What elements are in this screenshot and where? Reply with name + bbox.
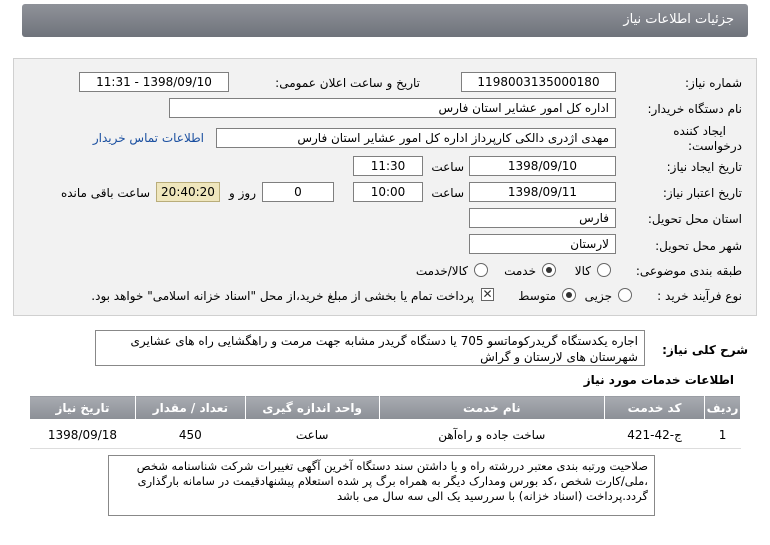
col-row-number: ردیف <box>705 396 741 420</box>
province-label: استان محل تحویل: <box>647 212 742 226</box>
announce-field[interactable]: 1398/09/10 - 11:31 <box>79 72 229 92</box>
created-time-label: ساعت <box>431 160 464 174</box>
process-label: نوع فرآیند خرید : <box>657 289 742 303</box>
services-title: اطلاعات خدمات مورد نیاز <box>583 373 734 387</box>
col-service-name: نام خدمت <box>379 396 605 420</box>
remaining-time-field: 20:40:20 <box>156 182 220 202</box>
treasury-checkbox[interactable]: ✕ <box>482 287 493 301</box>
radio-goods-label: کالا <box>574 264 591 278</box>
cell-service-name: ساخت جاده و راه‌آهن <box>379 423 605 449</box>
radio-goods-service[interactable] <box>474 263 488 277</box>
city-label: شهر محل تحویل: <box>655 239 742 253</box>
radio-medium[interactable] <box>562 288 576 302</box>
radio-service-label: خدمت <box>504 264 536 278</box>
remaining-label: ساعت باقی مانده <box>60 186 150 200</box>
city-field[interactable]: لارستان <box>469 234 616 254</box>
cell-need-date: 1398/09/18 <box>30 423 136 449</box>
days-label: روز و <box>229 186 256 200</box>
col-unit: واحد اندازه گیری <box>245 396 379 420</box>
buyer-contact-link[interactable]: اطلاعات تماس خریدار <box>92 131 204 145</box>
valid-time-label: ساعت <box>431 186 464 200</box>
creator-field[interactable]: مهدی اژدری دالکی کارپرداز اداره کل امور عشایر استان فارس <box>216 128 616 148</box>
cell-service-code: ج-42-421 <box>605 423 705 449</box>
radio-minor-label: جزیی <box>584 289 612 303</box>
radio-service[interactable] <box>542 263 556 277</box>
radio-medium-label: متوسط <box>518 289 556 303</box>
buyer-field[interactable]: اداره کل امور عشایر استان فارس <box>169 98 616 118</box>
table-row <box>30 423 741 449</box>
radio-minor[interactable] <box>618 288 632 302</box>
announce-label: تاریخ و ساعت اعلان عمومی: <box>275 76 420 90</box>
buyer-label: نام دستگاه خریدار: <box>647 102 742 116</box>
created-time-field[interactable]: 11:30 <box>353 156 423 176</box>
creator-label-line2: درخواست: <box>688 139 742 153</box>
valid-date-field[interactable]: 1398/09/11 <box>469 182 616 202</box>
valid-date-label: تاریخ اعتبار نیاز: <box>662 186 742 200</box>
description-box: اجاره یکدستگاه گریدرکوماتسو 705 یا دستگاه گریدر مشابه جهت مرمت و راهگشایی راه های عشایری شهرستان های لارستان و گراش <box>95 330 645 366</box>
page-title: جزئیات اطلاعات نیاز <box>623 12 734 27</box>
description-label: شرح کلی نیاز: <box>662 343 748 357</box>
col-need-date: تاریخ نیاز <box>30 396 136 420</box>
category-label: طبقه بندی موضوعی: <box>635 264 742 278</box>
valid-time-field[interactable]: 10:00 <box>353 182 423 202</box>
days-field[interactable]: 0 <box>262 182 334 202</box>
cell-row-number: 1 <box>705 423 741 449</box>
need-details-panel <box>13 58 757 316</box>
col-quantity: تعداد / مقدار <box>135 396 245 420</box>
creator-label-line1: ایجاد کننده <box>673 124 726 138</box>
province-field[interactable]: فارس <box>469 208 616 228</box>
buyer-notes-box: صلاحیت ورتبه بندی معتبر دررشته راه و یا داشتن سند دستگاه آخرین آگهی تغییرات شرکت شناسنامه شخص ،ملی/کارت شخص ،کد بورس ومدارک دیگر به همراه برگ پر شده استعلام پیشنهادقیمت در سامانه بارگذاری گردد.پرداخت (اسناد خزانه) با سررسید یک الی سه سال می باشد <box>108 455 655 516</box>
radio-goods-service-label: کالا/خدمت <box>415 264 468 278</box>
cell-quantity: 450 <box>135 423 245 449</box>
created-date-label: تاریخ ایجاد نیاز: <box>666 160 742 174</box>
created-date-field[interactable]: 1398/09/10 <box>469 156 616 176</box>
radio-goods[interactable] <box>597 263 611 277</box>
need-number-label: شماره نیاز: <box>685 76 742 90</box>
payment-note: پرداخت تمام یا بخشی از مبلغ خرید،از محل "اسناد خزانه اسلامی" خواهد بود. <box>91 289 474 303</box>
table-header-row <box>30 396 741 420</box>
cell-unit: ساعت <box>245 423 379 449</box>
need-number-field[interactable]: 1198003135000180 <box>461 72 616 92</box>
page-header <box>22 4 748 37</box>
services-table <box>29 395 741 449</box>
col-service-code: کد خدمت <box>605 396 705 420</box>
